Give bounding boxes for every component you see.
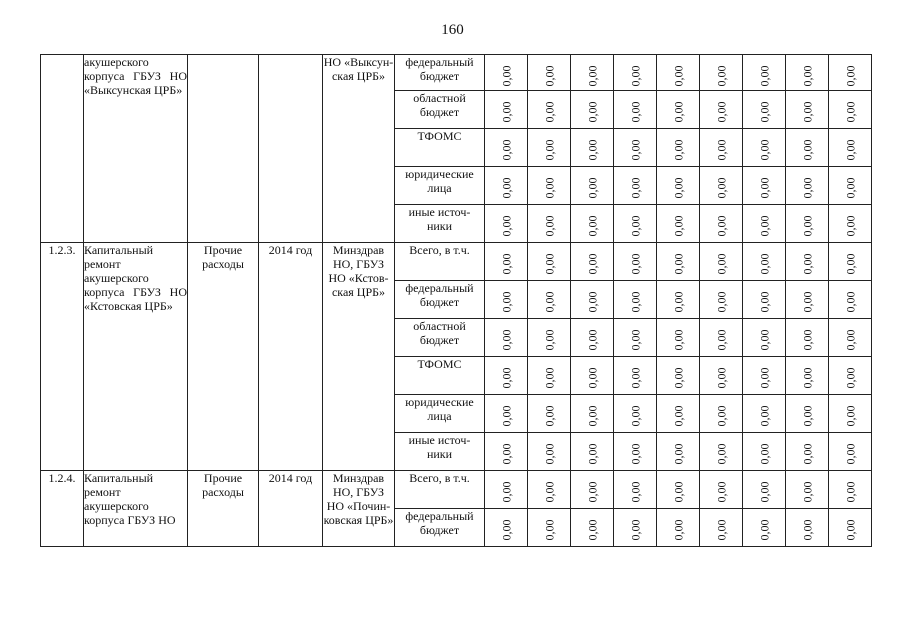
amount-value: 0,00: [757, 65, 771, 87]
table-row: [41, 55, 872, 91]
amount-cell: [485, 91, 528, 129]
amount-value: 0,00: [628, 139, 642, 161]
table-row: [41, 243, 872, 281]
page-number: 160: [441, 22, 464, 38]
amount-value: 0,00: [757, 481, 771, 503]
amount-cell: [528, 395, 571, 433]
amount-cell: [528, 167, 571, 205]
amount-value: 0,00: [800, 481, 814, 503]
amount-value: 0,00: [499, 367, 513, 389]
amount-value: 0,00: [542, 65, 556, 87]
amount-cell: [485, 167, 528, 205]
amount-value: 0,00: [585, 519, 599, 541]
amount-cell: [614, 55, 657, 91]
amount-value: 0,00: [628, 481, 642, 503]
amount-value: 0,00: [800, 367, 814, 389]
amount-value: 0,00: [671, 101, 685, 123]
amount-cell: [614, 91, 657, 129]
amount-value: 0,00: [499, 177, 513, 199]
amount-cell: [571, 433, 614, 471]
amount-value: 0,00: [757, 215, 771, 237]
amount-value: 0,00: [499, 443, 513, 465]
amount-cell: [700, 129, 743, 167]
amount-cell: [786, 243, 829, 281]
amount-cell: [571, 91, 614, 129]
amount-cell: [700, 55, 743, 91]
executor-cell: НО «Выксун- ская ЦРБ»: [323, 55, 395, 243]
amount-cell: [614, 433, 657, 471]
amount-cell: [657, 129, 700, 167]
amount-cell: [528, 509, 571, 547]
amount-cell: [829, 509, 872, 547]
amount-value: 0,00: [671, 65, 685, 87]
amount-cell: [829, 205, 872, 243]
amount-value: 0,00: [757, 253, 771, 275]
amount-cell: [829, 433, 872, 471]
amount-cell: [485, 509, 528, 547]
amount-cell: [700, 281, 743, 319]
amount-cell: [743, 55, 786, 91]
amount-cell: [485, 55, 528, 91]
amount-value: 0,00: [499, 215, 513, 237]
amount-value: 0,00: [628, 291, 642, 313]
cost-type-cell: Прочие расходы: [188, 471, 259, 547]
amount-cell: [743, 395, 786, 433]
amount-cell: [743, 281, 786, 319]
amount-cell: [657, 243, 700, 281]
amount-cell: [786, 55, 829, 91]
amount-cell: [614, 281, 657, 319]
amount-value: 0,00: [757, 291, 771, 313]
item-name-cell: акушерского корпуса ГБУЗ НО «Выксунская ЦРБ»: [84, 55, 188, 243]
amount-value: 0,00: [757, 443, 771, 465]
amount-value: 0,00: [714, 481, 728, 503]
amount-value: 0,00: [843, 367, 857, 389]
amount-cell: [571, 129, 614, 167]
amount-cell: [485, 433, 528, 471]
amount-value: 0,00: [671, 291, 685, 313]
amount-cell: [743, 357, 786, 395]
cost-type-cell: Прочие расходы: [188, 243, 259, 471]
amount-cell: [485, 129, 528, 167]
funding-source-label: ТФОМС: [395, 357, 485, 395]
amount-cell: [829, 91, 872, 129]
amount-cell: [528, 205, 571, 243]
amount-value: 0,00: [757, 405, 771, 427]
amount-cell: [829, 471, 872, 509]
amount-cell: [700, 395, 743, 433]
amount-value: 0,00: [800, 291, 814, 313]
funding-source-label: юридические лица: [395, 167, 485, 205]
amount-value: 0,00: [800, 519, 814, 541]
amount-cell: [743, 243, 786, 281]
amount-value: 0,00: [714, 519, 728, 541]
amount-cell: [786, 319, 829, 357]
amount-value: 0,00: [757, 177, 771, 199]
amount-cell: [700, 509, 743, 547]
amount-cell: [571, 509, 614, 547]
amount-value: 0,00: [800, 139, 814, 161]
amount-cell: [829, 129, 872, 167]
amount-value: 0,00: [843, 443, 857, 465]
amount-cell: [786, 433, 829, 471]
amount-cell: [571, 319, 614, 357]
amount-value: 0,00: [843, 329, 857, 351]
amount-cell: [786, 509, 829, 547]
amount-cell: [743, 205, 786, 243]
amount-value: 0,00: [585, 101, 599, 123]
amount-cell: [485, 395, 528, 433]
amount-cell: [485, 281, 528, 319]
amount-cell: [614, 395, 657, 433]
funding-source-label: Всего, в т.ч.: [395, 471, 485, 509]
amount-cell: [700, 319, 743, 357]
cost-type-cell: [188, 55, 259, 243]
amount-value: 0,00: [499, 405, 513, 427]
amount-value: 0,00: [542, 443, 556, 465]
amount-value: 0,00: [628, 367, 642, 389]
amount-value: 0,00: [628, 215, 642, 237]
amount-cell: [528, 91, 571, 129]
amount-value: 0,00: [542, 215, 556, 237]
executor-cell: Минздрав НО, ГБУЗ НО «Почин- ковская ЦРБ»: [323, 471, 395, 547]
amount-cell: [571, 167, 614, 205]
amount-value: 0,00: [499, 329, 513, 351]
amount-value: 0,00: [800, 215, 814, 237]
amount-cell: [571, 55, 614, 91]
amount-value: 0,00: [542, 329, 556, 351]
funding-source-label: федеральный бюджет: [395, 281, 485, 319]
amount-cell: [614, 471, 657, 509]
amount-cell: [571, 357, 614, 395]
amount-value: 0,00: [628, 253, 642, 275]
amount-cell: [614, 357, 657, 395]
amount-value: 0,00: [714, 139, 728, 161]
amount-value: 0,00: [628, 329, 642, 351]
amount-cell: [571, 281, 614, 319]
amount-value: 0,00: [499, 65, 513, 87]
amount-cell: [571, 243, 614, 281]
amount-cell: [657, 167, 700, 205]
amount-value: 0,00: [499, 101, 513, 123]
amount-cell: [657, 395, 700, 433]
budget-table: [40, 54, 872, 547]
amount-cell: [743, 319, 786, 357]
amount-cell: [528, 357, 571, 395]
amount-cell: [657, 91, 700, 129]
amount-value: 0,00: [542, 481, 556, 503]
amount-cell: [657, 433, 700, 471]
amount-value: 0,00: [843, 65, 857, 87]
item-name-cell: Капитальный ремонт акушерского корпуса ГБУЗ НО «Кстовская ЦРБ»: [84, 243, 188, 471]
amount-cell: [700, 91, 743, 129]
amount-value: 0,00: [628, 519, 642, 541]
amount-cell: [829, 281, 872, 319]
amount-cell: [657, 509, 700, 547]
item-name-cell: Капитальный ремонт акушерского корпуса ГБУЗ НО: [84, 471, 188, 547]
amount-value: 0,00: [671, 481, 685, 503]
amount-cell: [485, 319, 528, 357]
amount-cell: [700, 433, 743, 471]
amount-cell: [743, 91, 786, 129]
amount-cell: [700, 167, 743, 205]
amount-value: 0,00: [671, 215, 685, 237]
amount-value: 0,00: [800, 405, 814, 427]
amount-value: 0,00: [542, 139, 556, 161]
amount-value: 0,00: [585, 253, 599, 275]
amount-cell: [700, 205, 743, 243]
amount-cell: [829, 357, 872, 395]
amount-cell: [786, 205, 829, 243]
amount-value: 0,00: [585, 443, 599, 465]
amount-value: 0,00: [585, 177, 599, 199]
amount-value: 0,00: [800, 443, 814, 465]
amount-value: 0,00: [757, 101, 771, 123]
amount-cell: [657, 55, 700, 91]
amount-value: 0,00: [542, 367, 556, 389]
amount-cell: [657, 281, 700, 319]
amount-value: 0,00: [714, 65, 728, 87]
amount-cell: [528, 281, 571, 319]
amount-value: 0,00: [499, 253, 513, 275]
funding-source-label: Всего, в т.ч.: [395, 243, 485, 281]
amount-value: 0,00: [499, 139, 513, 161]
amount-value: 0,00: [585, 329, 599, 351]
year-cell: [259, 55, 323, 243]
year-cell: 2014 год: [259, 243, 323, 471]
amount-value: 0,00: [585, 65, 599, 87]
amount-value: 0,00: [714, 215, 728, 237]
amount-value: 0,00: [800, 329, 814, 351]
amount-value: 0,00: [499, 519, 513, 541]
amount-value: 0,00: [714, 405, 728, 427]
amount-value: 0,00: [843, 139, 857, 161]
amount-cell: [700, 243, 743, 281]
amount-cell: [614, 243, 657, 281]
amount-cell: [657, 319, 700, 357]
amount-value: 0,00: [800, 253, 814, 275]
amount-value: 0,00: [671, 367, 685, 389]
amount-cell: [614, 205, 657, 243]
amount-cell: [614, 509, 657, 547]
amount-value: 0,00: [800, 101, 814, 123]
amount-cell: [528, 319, 571, 357]
amount-value: 0,00: [542, 405, 556, 427]
amount-value: 0,00: [800, 65, 814, 87]
amount-value: 0,00: [757, 139, 771, 161]
amount-value: 0,00: [585, 481, 599, 503]
amount-cell: [786, 91, 829, 129]
amount-cell: [743, 129, 786, 167]
year-cell: 2014 год: [259, 471, 323, 547]
amount-cell: [786, 281, 829, 319]
amount-cell: [485, 471, 528, 509]
amount-cell: [657, 205, 700, 243]
funding-source-label: иные источ- ники: [395, 433, 485, 471]
amount-value: 0,00: [714, 367, 728, 389]
amount-value: 0,00: [671, 329, 685, 351]
amount-value: 0,00: [671, 177, 685, 199]
amount-cell: [614, 167, 657, 205]
amount-cell: [528, 471, 571, 509]
amount-value: 0,00: [843, 101, 857, 123]
amount-cell: [657, 357, 700, 395]
amount-cell: [743, 509, 786, 547]
amount-value: 0,00: [714, 329, 728, 351]
amount-cell: [528, 129, 571, 167]
amount-value: 0,00: [542, 253, 556, 275]
amount-cell: [743, 167, 786, 205]
amount-cell: [528, 433, 571, 471]
table-row: [41, 471, 872, 509]
amount-cell: [829, 55, 872, 91]
funding-source-label: федеральный бюджет: [395, 509, 485, 547]
amount-cell: [700, 471, 743, 509]
item-index-cell: 1.2.4.: [41, 471, 84, 547]
amount-value: 0,00: [843, 177, 857, 199]
amount-value: 0,00: [542, 177, 556, 199]
amount-value: 0,00: [714, 177, 728, 199]
amount-cell: [485, 357, 528, 395]
amount-value: 0,00: [585, 215, 599, 237]
amount-value: 0,00: [757, 329, 771, 351]
amount-value: 0,00: [843, 519, 857, 541]
amount-cell: [614, 129, 657, 167]
funding-source-label: ТФОМС: [395, 129, 485, 167]
amount-value: 0,00: [714, 101, 728, 123]
amount-value: 0,00: [585, 139, 599, 161]
amount-cell: [786, 471, 829, 509]
amount-cell: [571, 205, 614, 243]
amount-cell: [528, 243, 571, 281]
funding-source-label: областной бюджет: [395, 91, 485, 129]
funding-source-label: иные источ- ники: [395, 205, 485, 243]
amount-value: 0,00: [843, 291, 857, 313]
amount-value: 0,00: [671, 519, 685, 541]
amount-value: 0,00: [628, 443, 642, 465]
amount-cell: [786, 395, 829, 433]
amount-cell: [786, 167, 829, 205]
amount-value: 0,00: [757, 519, 771, 541]
funding-source-label: федеральный бюджет: [395, 55, 485, 91]
amount-value: 0,00: [628, 101, 642, 123]
amount-value: 0,00: [843, 405, 857, 427]
item-index-cell: 1.2.3.: [41, 243, 84, 471]
amount-value: 0,00: [585, 291, 599, 313]
amount-value: 0,00: [671, 405, 685, 427]
amount-value: 0,00: [499, 481, 513, 503]
amount-value: 0,00: [585, 367, 599, 389]
amount-cell: [829, 243, 872, 281]
amount-value: 0,00: [757, 367, 771, 389]
item-index-cell: [41, 55, 84, 243]
amount-value: 0,00: [671, 139, 685, 161]
amount-value: 0,00: [843, 481, 857, 503]
amount-value: 0,00: [714, 443, 728, 465]
amount-cell: [829, 395, 872, 433]
amount-cell: [657, 471, 700, 509]
amount-value: 0,00: [714, 253, 728, 275]
amount-value: 0,00: [499, 291, 513, 313]
amount-value: 0,00: [585, 405, 599, 427]
amount-cell: [614, 319, 657, 357]
amount-value: 0,00: [542, 291, 556, 313]
amount-cell: [571, 395, 614, 433]
amount-cell: [743, 433, 786, 471]
amount-value: 0,00: [843, 253, 857, 275]
amount-value: 0,00: [843, 215, 857, 237]
amount-cell: [829, 319, 872, 357]
amount-value: 0,00: [628, 177, 642, 199]
amount-value: 0,00: [714, 291, 728, 313]
funding-source-label: областной бюджет: [395, 319, 485, 357]
amount-cell: [571, 471, 614, 509]
executor-cell: Минздрав НО, ГБУЗ НО «Кстов- ская ЦРБ»: [323, 243, 395, 471]
amount-value: 0,00: [671, 443, 685, 465]
amount-value: 0,00: [628, 405, 642, 427]
amount-cell: [485, 243, 528, 281]
amount-cell: [485, 205, 528, 243]
amount-cell: [786, 357, 829, 395]
amount-cell: [528, 55, 571, 91]
amount-cell: [743, 471, 786, 509]
amount-cell: [700, 357, 743, 395]
amount-value: 0,00: [542, 101, 556, 123]
amount-value: 0,00: [800, 177, 814, 199]
funding-source-label: юридические лица: [395, 395, 485, 433]
amount-value: 0,00: [671, 253, 685, 275]
amount-cell: [829, 167, 872, 205]
amount-value: 0,00: [542, 519, 556, 541]
amount-cell: [786, 129, 829, 167]
amount-value: 0,00: [628, 65, 642, 87]
